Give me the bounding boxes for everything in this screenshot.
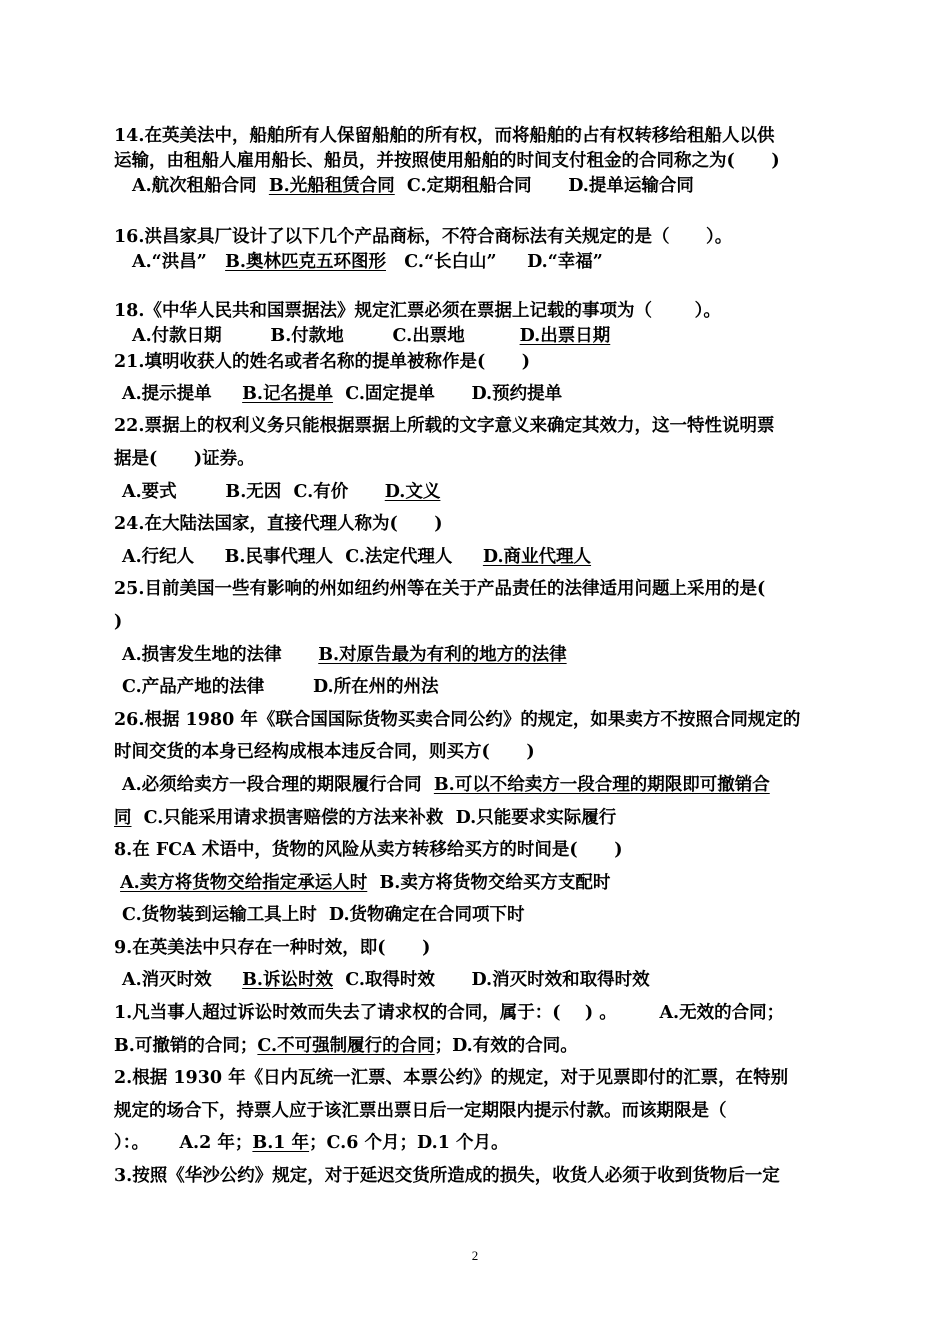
underlined-answer: B.光船租赁合同: [268, 176, 395, 196]
text-line: [114, 225, 732, 249]
text-line: [114, 1099, 727, 1123]
text-run: 规定的场合下，持票人应于该汇票出票日后一定期限内提示付款。而该期限是（: [114, 1101, 727, 1121]
text-run: C.只能采用请求损害赔偿的方法来补救 D.只能要求实际履行: [131, 808, 617, 828]
underlined-answer: B.记名提单: [242, 384, 334, 404]
text-run: A.行纪人 B.民事代理人 C.法定代理人: [122, 547, 483, 567]
text-run: A.损害发生地的法律: [122, 645, 319, 665]
text-run: C.“长白山” D.“幸福”: [385, 252, 603, 272]
text-line: [114, 740, 535, 764]
underlined-answer: B.奥林匹克五环图形: [225, 252, 386, 272]
underlined-answer: D.文义: [384, 482, 441, 502]
text-line: [132, 324, 610, 348]
text-run: 22.票据上的权利义务只能根据票据上所载的文字意义来确定其效力，这一特性说明票: [114, 416, 775, 436]
text-run: 25.目前美国一些有影响的州如纽约州等在关于产品责任的法律适用问题上采用的是(: [114, 579, 766, 599]
text-run: 1.凡当事人超过诉讼时效而失去了请求权的合同，属于：( ) 。 A.无效的合同；: [114, 1003, 785, 1023]
text-run: 18.《中华人民共和国票据法》规定汇票必须在票据上记载的事项为（ ）。: [114, 301, 721, 321]
text-run: 21.填明收获人的姓名或者名称的提单被称作是( ): [114, 352, 531, 372]
text-line: [114, 414, 774, 438]
text-line: [114, 350, 530, 374]
underlined-answer: C.不可强制履行的合同: [257, 1036, 435, 1056]
underlined-answer: B.1 年: [252, 1133, 310, 1153]
text-line: [114, 124, 774, 148]
text-line: [114, 1066, 788, 1090]
text-run: C.取得时效 D.消灭时效和取得时效: [333, 970, 650, 990]
text-run: A.“洪昌”: [132, 252, 226, 272]
text-line: [114, 577, 765, 601]
text-line: [122, 545, 591, 569]
text-line: [114, 1164, 780, 1188]
text-run: ；C.6 个月；D.1 个月。: [309, 1133, 509, 1153]
text-line: [114, 1001, 784, 1025]
underlined-answer: 同: [114, 808, 132, 828]
text-line: [122, 903, 525, 927]
underlined-answer: B.对原告最为有利的地方的法律: [318, 645, 567, 665]
text-run: 14.在英美法中，船舶所有人保留船舶的所有权，而将船舶的占有权转移给租船人以供: [114, 126, 775, 146]
text-run: 2.根据 1930 年《日内瓦统一汇票、本票公约》的规定，对于见票即付的汇票，在特别: [114, 1068, 789, 1088]
text-run: 3.按照《华沙公约》规定，对于延迟交货所造成的损失，收货人必须于收到货物后一定: [114, 1166, 780, 1186]
text-run: 9.在英美法中只存在一种时效，即( ): [114, 938, 431, 958]
text-line: [114, 871, 610, 895]
text-line: [122, 968, 650, 992]
text-line: [132, 250, 603, 274]
text-run: ；D.有效的合同。: [434, 1036, 578, 1056]
text-run: A.必须给卖方一段合理的期限履行合同: [122, 775, 434, 795]
text-run: 26.根据 1980 年《联合国国际货物买卖合同公约》的规定，如果卖方不按照合同规定的: [114, 710, 801, 730]
underlined-answer: B.诉讼时效: [242, 970, 334, 990]
underlined-answer: D.出票日期: [519, 326, 611, 346]
text-run: 16.洪昌家具厂设计了以下几个产品商标，不符合商标法有关规定的是（ ）。: [114, 227, 733, 247]
text-line: [114, 806, 616, 830]
underlined-answer: D.商业代理人: [482, 547, 592, 567]
text-line: [132, 174, 694, 198]
text-line: [114, 512, 443, 536]
text-line: [114, 299, 721, 323]
text-line: [122, 480, 440, 504]
text-run: C.固定提单 D.预约提单: [333, 384, 563, 404]
text-run: 时间交货的本身已经构成根本违反合同，则买方( ): [114, 742, 535, 762]
text-run: A.航次租船合同: [132, 176, 269, 196]
text-run: C.货物装到运输工具上时 D.货物确定在合同项下时: [122, 905, 525, 925]
text-line: [122, 675, 439, 699]
text-line: [114, 447, 255, 471]
text-line: [122, 773, 770, 797]
text-run: 24.在大陆法国家，直接代理人称为( ): [114, 514, 443, 534]
text-line: [122, 643, 567, 667]
text-line: [114, 1034, 578, 1058]
text-run: B.可撤销的合同；: [114, 1036, 258, 1056]
text-run: 据是( )证券。: [114, 449, 255, 469]
text-run: B.卖方将货物交给买方支配时: [367, 873, 611, 893]
text-line: [114, 708, 800, 732]
underlined-answer: A.卖方将货物交给指定承运人时: [120, 873, 368, 893]
text-run: 8.在 FCA 术语中，货物的风险从卖方转移给买方的时间是( ): [114, 840, 623, 860]
text-run: 运输，由租船人雇用船长、船员，并按照使用船舶的时间支付租金的合同称之为( ): [114, 151, 780, 171]
text-run: A.提示提单: [122, 384, 243, 404]
text-line: [114, 149, 780, 173]
text-run: A.要式 B.无因 C.有价: [122, 482, 385, 502]
text-run: A.消灭时效: [122, 970, 243, 990]
text-run: A.付款日期 B.付款地 C.出票地: [132, 326, 520, 346]
text-run: ）：。 A.2 年；: [114, 1133, 253, 1153]
text-run: ): [114, 612, 123, 632]
underlined-answer: B.可以不给卖方一段合理的期限即可撤销合: [433, 775, 770, 795]
page-number: 2: [471, 1248, 479, 1263]
text-line: [114, 936, 430, 960]
text-run: C.定期租船合同 D.提单运输合同: [394, 176, 694, 196]
text-run: C.产品产地的法律 D.所在州的州法: [122, 677, 439, 697]
text-line: [122, 382, 562, 406]
text-line: [114, 1131, 508, 1155]
text-line: [114, 838, 623, 862]
text-line: [114, 610, 122, 634]
